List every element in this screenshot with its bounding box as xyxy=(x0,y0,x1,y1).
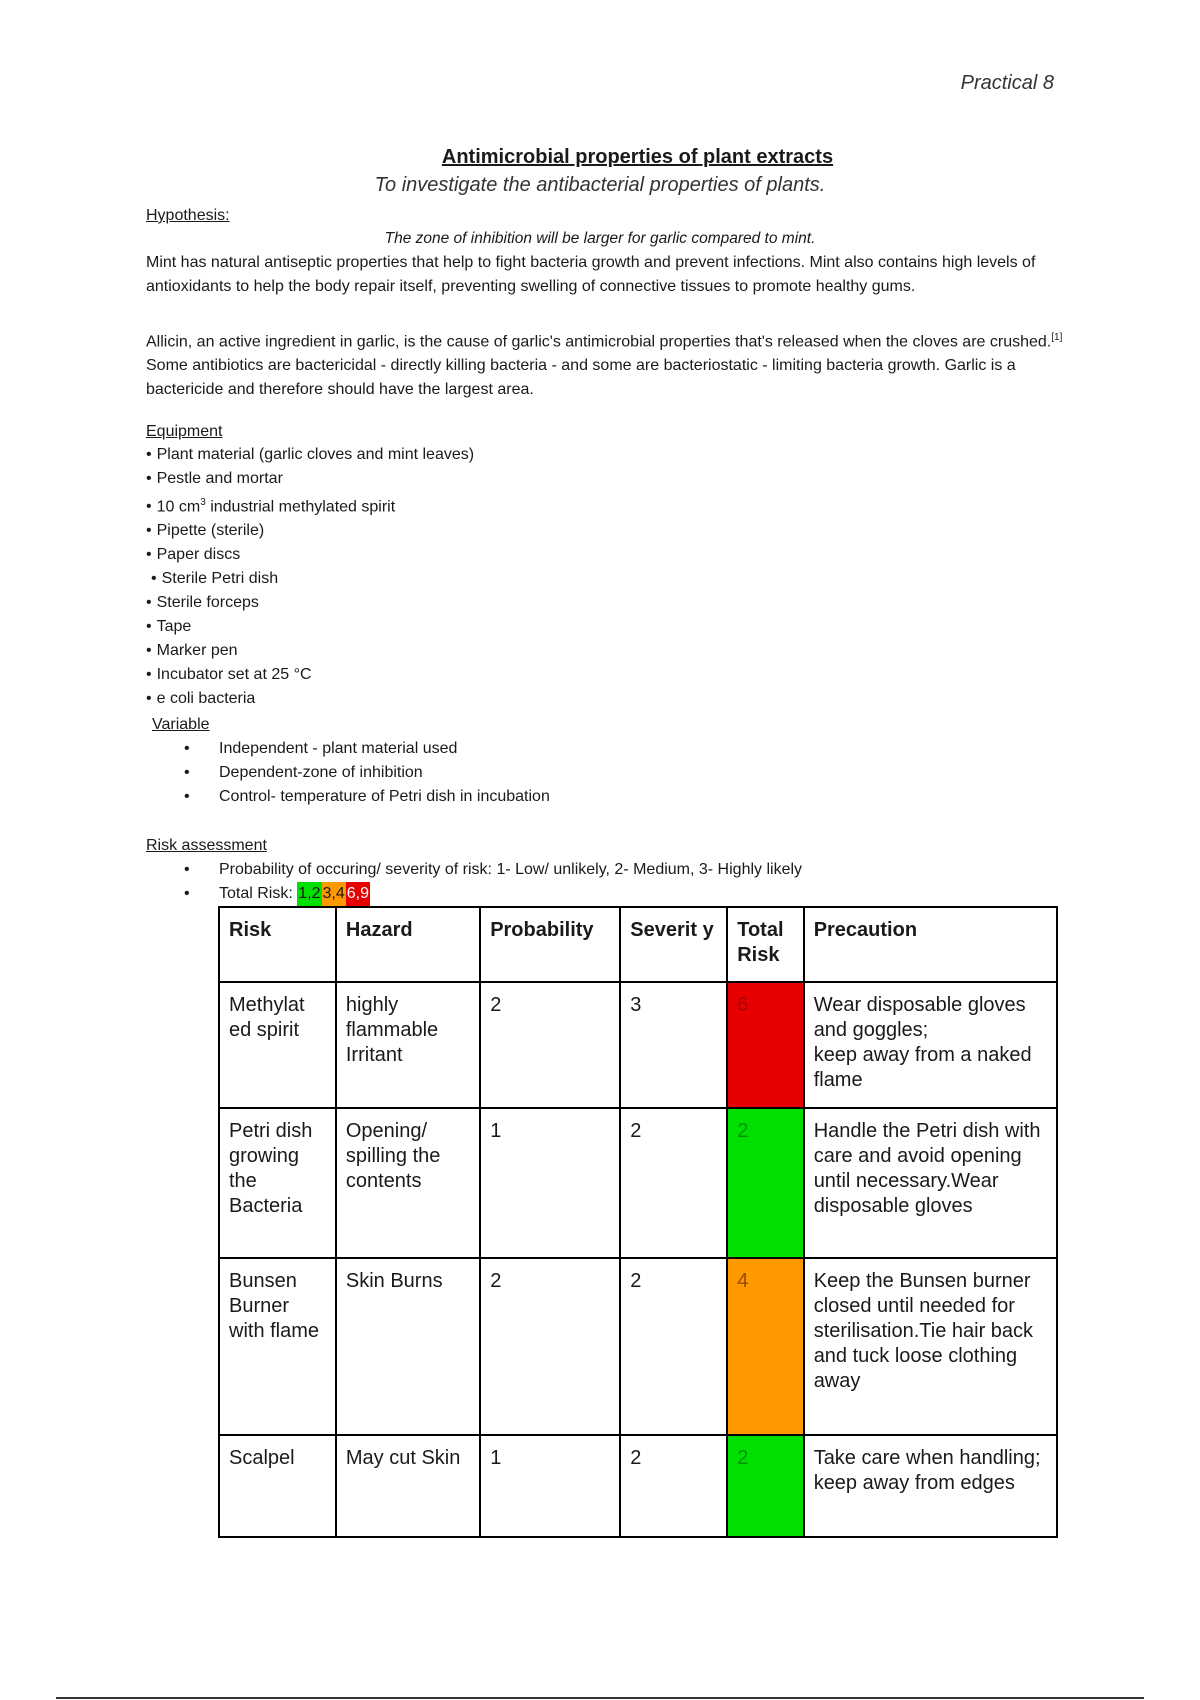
cell-precaution: Handle the Petri dish with care and avoid opening until necessary.Wear disposable gloves xyxy=(804,1108,1057,1258)
list-item: • Marker pen xyxy=(146,639,474,663)
list-item: • Sterile forceps xyxy=(146,591,474,615)
cell-risk: Scalpel xyxy=(219,1435,336,1537)
risk-info-list xyxy=(190,858,802,906)
variable-heading: Variable xyxy=(152,716,210,733)
hazard-line: Irritant xyxy=(345,1044,403,1066)
table-row xyxy=(219,1435,1057,1537)
table-row xyxy=(219,1108,1057,1258)
cell-total-risk: 2 xyxy=(727,1108,803,1258)
header-hazard: Hazard xyxy=(336,907,480,982)
cell-risk: Bunsen Burner with flame xyxy=(219,1258,336,1435)
variable-list xyxy=(190,737,550,809)
cell-probability: 2 xyxy=(480,982,620,1108)
practical-number: Practical 8 xyxy=(960,72,1054,94)
cell-risk: Methylat ed spirit xyxy=(219,982,336,1108)
cell-hazard: May cut Skin xyxy=(336,1435,480,1537)
cell-severity: 2 xyxy=(620,1108,727,1258)
spirit-name: industrial methylated spirit xyxy=(205,498,396,516)
header-total-risk: Total Risk xyxy=(727,907,803,982)
cell-total-risk: 6 xyxy=(727,982,803,1108)
list-item: • Incubator set at 25 °C xyxy=(146,663,474,687)
garlic-paragraph xyxy=(146,326,1066,402)
risk-table xyxy=(218,906,1058,1538)
cell-probability: 1 xyxy=(480,1435,620,1537)
cell-hazard: Skin Burns xyxy=(336,1258,480,1435)
list-item xyxy=(190,882,802,906)
list-item: • Plant material (garlic cloves and mint leaves) xyxy=(146,443,474,467)
cell-severity: 3 xyxy=(620,982,727,1108)
cell-severity: 2 xyxy=(620,1435,727,1537)
legend-low: 1,2 xyxy=(297,882,321,906)
cell-precaution: Keep the Bunsen burner closed until needed for sterilisation.Tie hair back and tuck loose clothing away xyxy=(804,1258,1057,1435)
list-item: • Independent - plant material used xyxy=(190,737,550,761)
list-item: • Sterile Petri dish xyxy=(146,567,474,591)
precaution-line: Wear disposable gloves and goggles; xyxy=(813,994,1026,1041)
citation-ref[interactable]: [1] xyxy=(1051,332,1063,343)
mint-paragraph: Mint has natural antiseptic properties that help to fight bacteria growth and prevent infections. Mint also contains high levels of antioxidants to help the body repair itself, preventing swelling of connective tissues to promote healthy gums. xyxy=(146,254,1036,295)
legend-high: 6,9 xyxy=(346,882,370,906)
cubic-superscript: 3 xyxy=(200,497,206,508)
equipment-list xyxy=(146,443,474,711)
list-item: • Tape xyxy=(146,615,474,639)
list-item: • Pipette (sterile) xyxy=(146,519,474,543)
spirit-volume: 10 cm xyxy=(156,498,201,516)
document-subtitle: To investigate the antibacterial properties of plants. xyxy=(374,174,826,196)
total-risk-label: Total Risk: xyxy=(219,885,298,902)
cell-risk: Petri dish growing the Bacteria xyxy=(219,1108,336,1258)
legend-medium: 3,4 xyxy=(322,882,346,906)
footer-divider xyxy=(56,1697,1144,1699)
list-item: • e coli bacteria xyxy=(146,687,474,711)
hypothesis-statement: The zone of inhibition will be larger for garlic compared to mint. xyxy=(384,230,816,247)
garlic-paragraph-part1: Allicin, an active ingredient in garlic, is the cause of garlic's antimicrobial properties that's released when the cloves are crushed. xyxy=(146,333,1052,351)
cell-total-risk: 4 xyxy=(727,1258,803,1435)
risk-assessment-heading: Risk assessment xyxy=(146,837,267,854)
table-header-row xyxy=(219,907,1057,982)
cell-precaution xyxy=(804,982,1057,1108)
header-precaution: Precaution xyxy=(804,907,1057,982)
header-probability: Probability xyxy=(480,907,620,982)
cell-probability: 1 xyxy=(480,1108,620,1258)
list-item: • Dependent-zone of inhibition xyxy=(190,761,550,785)
cell-probability: 2 xyxy=(480,1258,620,1435)
list-item: • Pestle and mortar xyxy=(146,467,474,491)
list-item xyxy=(146,491,474,519)
cell-hazard: Opening/ spilling the contents xyxy=(336,1108,480,1258)
header-risk: Risk xyxy=(219,907,336,982)
list-item: • Control- temperature of Petri dish in incubation xyxy=(190,785,550,809)
precaution-line: keep away from a naked flame xyxy=(813,1044,1032,1091)
cell-severity: 2 xyxy=(620,1258,727,1435)
document-title: Antimicrobial properties of plant extracts xyxy=(441,146,834,168)
cell-total-risk: 2 xyxy=(727,1435,803,1537)
hypothesis-heading: Hypothesis: xyxy=(146,207,230,224)
hazard-line: highly flammable xyxy=(345,994,439,1041)
header-severity: Severit y xyxy=(620,907,727,982)
list-item: • Paper discs xyxy=(146,543,474,567)
equipment-heading: Equipment xyxy=(146,423,223,440)
garlic-paragraph-part2: Some antibiotics are bactericidal - directly killing bacteria - and some are bacteriostatic - limiting bacteria growth. Garlic is a bactericide and therefore should have the largest area. xyxy=(146,357,1016,399)
cell-hazard xyxy=(336,982,480,1108)
cell-precaution: Take care when handling; keep away from edges xyxy=(804,1435,1057,1537)
table-row xyxy=(219,1258,1057,1435)
list-item: • Probability of occuring/ severity of risk: 1- Low/ unlikely, 2- Medium, 3- Highly likely xyxy=(190,858,802,882)
table-row xyxy=(219,982,1057,1108)
